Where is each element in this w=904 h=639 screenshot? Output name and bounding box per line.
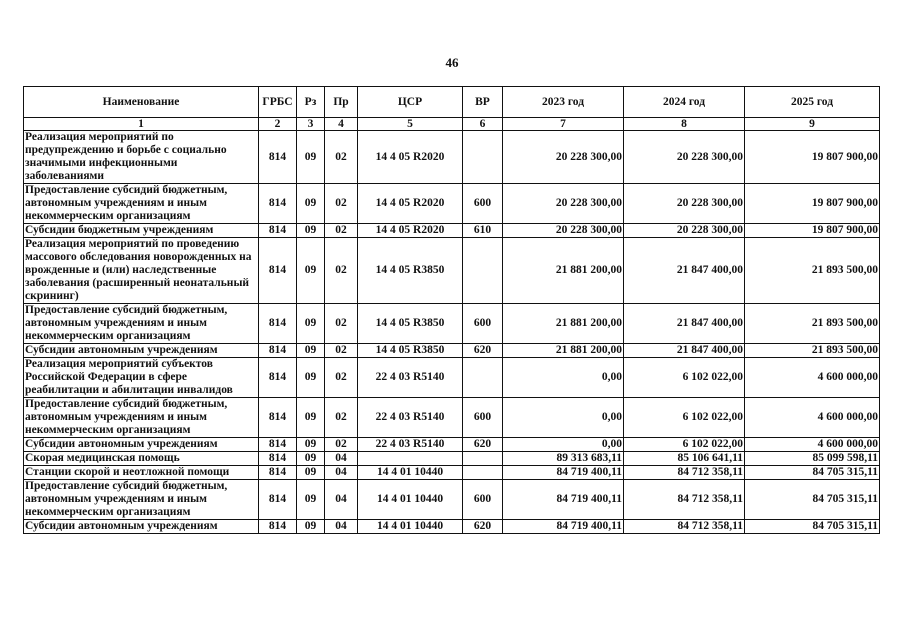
row-2024: 20 228 300,00 bbox=[624, 131, 745, 184]
row-rz: 09 bbox=[297, 224, 325, 238]
row-2025: 84 705 315,11 bbox=[745, 480, 880, 520]
column-number: 9 bbox=[745, 118, 880, 131]
row-vr: 600 bbox=[463, 184, 503, 224]
row-pr: 02 bbox=[325, 238, 358, 304]
table-row bbox=[24, 304, 880, 344]
row-csr: 22 4 03 R5140 bbox=[358, 358, 463, 398]
row-grbs: 814 bbox=[259, 520, 297, 534]
header-2023: 2023 год bbox=[503, 87, 624, 118]
row-pr: 02 bbox=[325, 398, 358, 438]
row-rz: 09 bbox=[297, 520, 325, 534]
row-grbs: 814 bbox=[259, 344, 297, 358]
row-2025: 19 807 900,00 bbox=[745, 184, 880, 224]
row-2023: 0,00 bbox=[503, 398, 624, 438]
table-row bbox=[24, 480, 880, 520]
row-csr bbox=[358, 452, 463, 466]
row-csr: 14 4 01 10440 bbox=[358, 466, 463, 480]
row-csr: 14 4 05 R3850 bbox=[358, 238, 463, 304]
row-rz: 09 bbox=[297, 480, 325, 520]
row-name: Предоставление субсидий бюджетным, автономным учреждениям и иным некоммерческим организациям bbox=[24, 398, 259, 438]
row-2024: 6 102 022,00 bbox=[624, 358, 745, 398]
row-2023: 21 881 200,00 bbox=[503, 238, 624, 304]
row-rz: 09 bbox=[297, 238, 325, 304]
row-grbs: 814 bbox=[259, 304, 297, 344]
row-2023: 84 719 400,11 bbox=[503, 480, 624, 520]
row-2025: 4 600 000,00 bbox=[745, 398, 880, 438]
row-2024: 84 712 358,11 bbox=[624, 466, 745, 480]
row-grbs: 814 bbox=[259, 398, 297, 438]
column-number-row bbox=[24, 118, 880, 131]
row-2023: 84 719 400,11 bbox=[503, 466, 624, 480]
row-2025: 21 893 500,00 bbox=[745, 238, 880, 304]
row-name: Предоставление субсидий бюджетным, автономным учреждениям и иным некоммерческим организациям bbox=[24, 480, 259, 520]
row-name: Реализация мероприятий субъектов Российской Федерации в сфере реабилитации и абилитации инвалидов bbox=[24, 358, 259, 398]
row-2025: 19 807 900,00 bbox=[745, 224, 880, 238]
row-2024: 20 228 300,00 bbox=[624, 224, 745, 238]
row-rz: 09 bbox=[297, 344, 325, 358]
header-row bbox=[24, 87, 880, 118]
row-2024: 21 847 400,00 bbox=[624, 304, 745, 344]
header-2024: 2024 год bbox=[624, 87, 745, 118]
row-name: Станции скорой и неотложной помощи bbox=[24, 466, 259, 480]
row-csr: 14 4 05 R3850 bbox=[358, 304, 463, 344]
row-2023: 0,00 bbox=[503, 438, 624, 452]
table-row bbox=[24, 452, 880, 466]
column-number: 5 bbox=[358, 118, 463, 131]
column-number: 6 bbox=[463, 118, 503, 131]
table-row bbox=[24, 184, 880, 224]
row-grbs: 814 bbox=[259, 184, 297, 224]
row-2025: 4 600 000,00 bbox=[745, 358, 880, 398]
row-csr: 14 4 05 R2020 bbox=[358, 184, 463, 224]
row-2024: 20 228 300,00 bbox=[624, 184, 745, 224]
table-row bbox=[24, 131, 880, 184]
row-name: Реализация мероприятий по предупреждению и борьбе с социально значимыми инфекционными заболеваниями bbox=[24, 131, 259, 184]
row-2023: 84 719 400,11 bbox=[503, 520, 624, 534]
row-vr bbox=[463, 452, 503, 466]
budget-table bbox=[23, 86, 880, 534]
row-pr: 02 bbox=[325, 438, 358, 452]
table-row bbox=[24, 466, 880, 480]
row-2023: 20 228 300,00 bbox=[503, 184, 624, 224]
header-rz: Рз bbox=[297, 87, 325, 118]
row-2023: 0,00 bbox=[503, 358, 624, 398]
row-vr: 600 bbox=[463, 304, 503, 344]
row-pr: 02 bbox=[325, 304, 358, 344]
row-2025: 19 807 900,00 bbox=[745, 131, 880, 184]
row-vr bbox=[463, 238, 503, 304]
row-name: Субсидии автономным учреждениям bbox=[24, 520, 259, 534]
row-grbs: 814 bbox=[259, 438, 297, 452]
row-csr: 14 4 05 R2020 bbox=[358, 131, 463, 184]
row-name: Скорая медицинская помощь bbox=[24, 452, 259, 466]
row-2024: 21 847 400,00 bbox=[624, 344, 745, 358]
column-number: 3 bbox=[297, 118, 325, 131]
row-2025: 21 893 500,00 bbox=[745, 344, 880, 358]
column-number: 4 bbox=[325, 118, 358, 131]
table-row bbox=[24, 224, 880, 238]
row-grbs: 814 bbox=[259, 480, 297, 520]
row-2025: 4 600 000,00 bbox=[745, 438, 880, 452]
row-grbs: 814 bbox=[259, 131, 297, 184]
header-2025: 2025 год bbox=[745, 87, 880, 118]
row-2025: 85 099 598,11 bbox=[745, 452, 880, 466]
row-csr: 22 4 03 R5140 bbox=[358, 438, 463, 452]
row-grbs: 814 bbox=[259, 452, 297, 466]
row-vr bbox=[463, 466, 503, 480]
row-vr bbox=[463, 358, 503, 398]
column-number: 2 bbox=[259, 118, 297, 131]
row-grbs: 814 bbox=[259, 238, 297, 304]
column-number: 1 bbox=[24, 118, 259, 131]
row-pr: 04 bbox=[325, 520, 358, 534]
row-name: Предоставление субсидий бюджетным, автономным учреждениям и иным некоммерческим организациям bbox=[24, 184, 259, 224]
header-name: Наименование bbox=[24, 87, 259, 118]
row-2025: 84 705 315,11 bbox=[745, 520, 880, 534]
column-number: 8 bbox=[624, 118, 745, 131]
row-vr: 620 bbox=[463, 520, 503, 534]
row-2023: 20 228 300,00 bbox=[503, 131, 624, 184]
row-2024: 84 712 358,11 bbox=[624, 520, 745, 534]
row-2023: 89 313 683,11 bbox=[503, 452, 624, 466]
row-name: Субсидии автономным учреждениям bbox=[24, 438, 259, 452]
row-name: Субсидии автономным учреждениям bbox=[24, 344, 259, 358]
table-row bbox=[24, 438, 880, 452]
row-csr: 14 4 01 10440 bbox=[358, 480, 463, 520]
row-rz: 09 bbox=[297, 438, 325, 452]
row-rz: 09 bbox=[297, 466, 325, 480]
page-number: 46 bbox=[445, 55, 459, 70]
row-grbs: 814 bbox=[259, 466, 297, 480]
row-rz: 09 bbox=[297, 184, 325, 224]
row-grbs: 814 bbox=[259, 224, 297, 238]
row-2024: 85 106 641,11 bbox=[624, 452, 745, 466]
header-pr: Пр bbox=[325, 87, 358, 118]
table-row bbox=[24, 344, 880, 358]
row-pr: 04 bbox=[325, 480, 358, 520]
row-csr: 14 4 01 10440 bbox=[358, 520, 463, 534]
row-pr: 02 bbox=[325, 358, 358, 398]
row-pr: 04 bbox=[325, 452, 358, 466]
row-csr: 14 4 05 R2020 bbox=[358, 224, 463, 238]
row-csr: 14 4 05 R3850 bbox=[358, 344, 463, 358]
row-rz: 09 bbox=[297, 358, 325, 398]
row-pr: 04 bbox=[325, 466, 358, 480]
row-2025: 84 705 315,11 bbox=[745, 466, 880, 480]
row-pr: 02 bbox=[325, 344, 358, 358]
row-vr: 600 bbox=[463, 398, 503, 438]
row-rz: 09 bbox=[297, 398, 325, 438]
table-row bbox=[24, 398, 880, 438]
column-number: 7 bbox=[503, 118, 624, 131]
table-body bbox=[24, 131, 880, 534]
row-vr: 610 bbox=[463, 224, 503, 238]
row-csr: 22 4 03 R5140 bbox=[358, 398, 463, 438]
header-vr: ВР bbox=[463, 87, 503, 118]
row-vr bbox=[463, 131, 503, 184]
row-name: Реализация мероприятий по проведению массового обследования новорожденных на врожденные и (или) наследственные заболевания (расширенный неонатальный скрининг) bbox=[24, 238, 259, 304]
header-csr: ЦСР bbox=[358, 87, 463, 118]
table-row bbox=[24, 358, 880, 398]
row-2024: 21 847 400,00 bbox=[624, 238, 745, 304]
row-rz: 09 bbox=[297, 452, 325, 466]
row-vr: 600 bbox=[463, 480, 503, 520]
table-row bbox=[24, 520, 880, 534]
row-vr: 620 bbox=[463, 344, 503, 358]
row-2023: 21 881 200,00 bbox=[503, 304, 624, 344]
row-rz: 09 bbox=[297, 304, 325, 344]
row-vr: 620 bbox=[463, 438, 503, 452]
row-2025: 21 893 500,00 bbox=[745, 304, 880, 344]
row-2024: 84 712 358,11 bbox=[624, 480, 745, 520]
row-2023: 21 881 200,00 bbox=[503, 344, 624, 358]
row-pr: 02 bbox=[325, 224, 358, 238]
row-2024: 6 102 022,00 bbox=[624, 438, 745, 452]
row-name: Предоставление субсидий бюджетным, автономным учреждениям и иным некоммерческим организациям bbox=[24, 304, 259, 344]
header-grbs: ГРБС bbox=[259, 87, 297, 118]
row-pr: 02 bbox=[325, 131, 358, 184]
row-grbs: 814 bbox=[259, 358, 297, 398]
row-2023: 20 228 300,00 bbox=[503, 224, 624, 238]
row-pr: 02 bbox=[325, 184, 358, 224]
row-2024: 6 102 022,00 bbox=[624, 398, 745, 438]
row-name: Субсидии бюджетным учреждениям bbox=[24, 224, 259, 238]
table-row bbox=[24, 238, 880, 304]
row-rz: 09 bbox=[297, 131, 325, 184]
